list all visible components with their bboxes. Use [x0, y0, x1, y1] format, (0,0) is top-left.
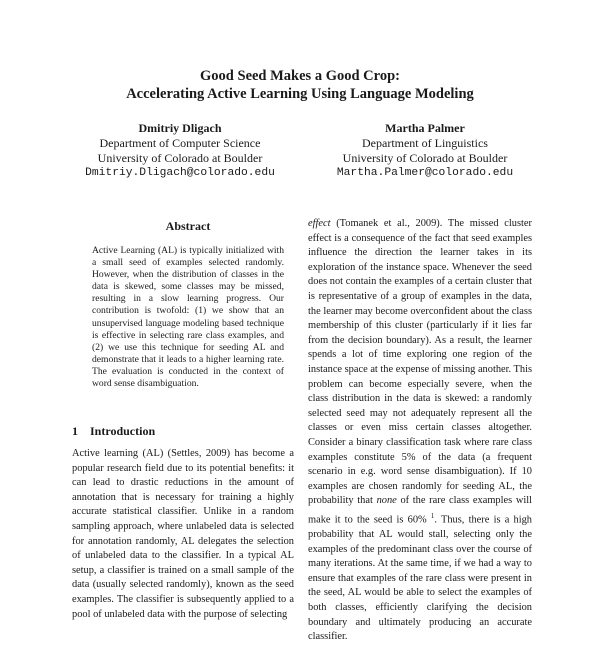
author-department: Department of Computer Science — [99, 136, 261, 150]
author-email: Martha.Palmer@colorado.edu — [336, 167, 514, 179]
right-text-c: . Thus, there is a high probability that AL would stall, selecting only the examples of the predominant class over the course of many iterations. At the same time, if we had a way to ensure that examples of the rare class were present in the seed, AL would be able to select the examples of both classes, efficiently clarifying the decision boundary and ultimately producing an accurate classifier. — [308, 514, 532, 643]
intro-left-column: Active learning (AL) (Settles, 2009) has become a popular research field due to its potential benefits: it can lead to drastic reductions in the amount of annotation that is necessary for training a highly accurate statistical classifier. Unlike in a random sampling approach, where unlabeled data is selected for annotation randomly, AL delegates the selection of unlabeled data to the classifier. In a typical AL setup, a classifier is trained on a small sample of the data (usually selected randomly), known as the seed examples. The classifier is subsequently applied to a pool of unlabeled data with the purpose of selecting — [72, 448, 294, 620]
intro-right-column — [308, 217, 532, 645]
author-university: University of Colorado at Boulder — [97, 151, 263, 165]
author-name: Dmitriy Dligach — [138, 121, 222, 135]
author-email: Dmitriy.Dligach@colorado.edu — [85, 167, 275, 179]
italic-term-none: none — [376, 495, 397, 507]
paper-title-line2: Accelerating Active Learning Using Language Modeling — [126, 86, 474, 102]
paper-title-line1: Good Seed Makes a Good Crop: — [200, 68, 400, 84]
author-block-1 — [80, 121, 280, 181]
abstract-heading: Abstract — [165, 219, 211, 233]
author-block-2 — [305, 121, 545, 181]
author-name: Martha Palmer — [385, 121, 465, 135]
right-text-b: of the rare class examples will make it to the seed is 60% — [308, 495, 532, 526]
abstract-text: Active Learning (AL) is typically initialized with a small seed of examples selected randomly. However, when the distribution of classes in the data is skewed, some classes may be missed, resulting in a slow learning progress. Our contribution is twofold: (1) we show that an unsupervised language modeling based technique is effective in selecting rare class examples, and (2) we use this technique for seeding AL and demonstrate that it leads to a higher learning rate. The evaluation is conducted in the context of word sense disambiguation. — [92, 245, 284, 390]
footnote-marker[interactable]: 1 — [430, 511, 435, 520]
author-department: Department of Linguistics — [362, 136, 488, 150]
section-number: 1 — [72, 424, 78, 438]
italic-term-effect: effect — [308, 218, 331, 229]
author-university: University of Colorado at Boulder — [342, 151, 508, 165]
right-text-a: (Tomanek et al., 2009). The missed cluster effect is a consequence of the fact that seed examples influence the direction the learner takes in its exploration of the instance space. Whenever the seed does not contain the examples of a certain cluster that is representative of a group of examples in the data, the learner may become overconfident about the class membership of this cluster (particularly if it lies far from the decision boundary). As a result, the learner spends a lot of time exploring one region of the instance space at the expense of missing another. This problem can become especially severe, when the class distribution in the data is skewed: a randomly selected seed may not adequately represent all the classes or even miss certain classes altogether. Consider a binary classification task where rare class examples constitute 5% of the data (a frequent scenario in e.g. word sense disambiguation). If 10 examples are chosen randomly for seeding AL, the probability that — [308, 218, 533, 507]
section-title: Introduction — [90, 424, 156, 438]
section-heading — [72, 424, 155, 439]
